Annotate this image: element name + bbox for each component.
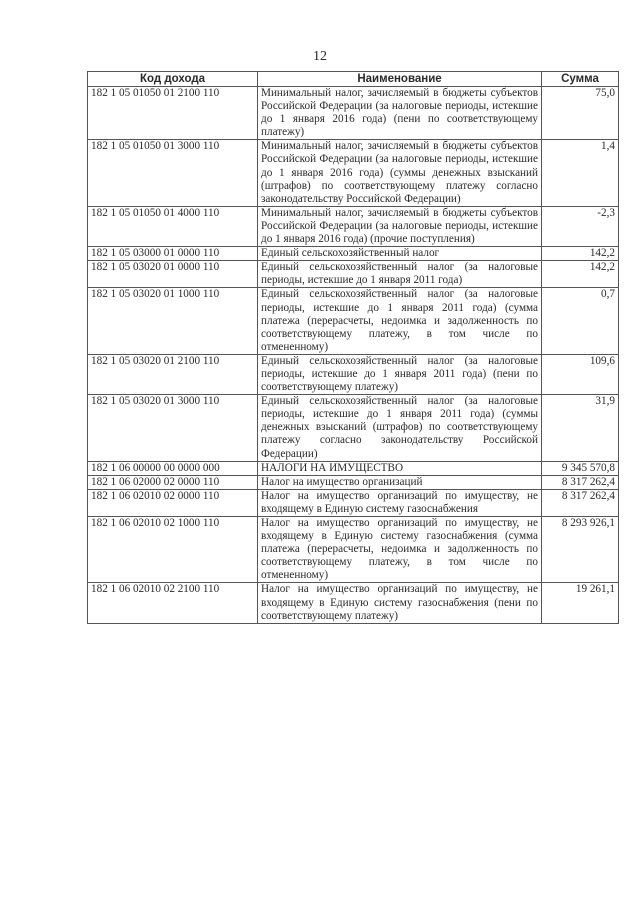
- table-row: [88, 87, 619, 140]
- revenue-sum: 9 345 570,8: [542, 461, 619, 475]
- revenue-name: Налог на имущество организаций по имуществу, не входящему в Единую систему газоснабжения: [258, 489, 542, 516]
- revenue-code: 182 1 06 02010 02 2100 110: [88, 583, 258, 623]
- revenue-code: 182 1 05 03000 01 0000 110: [88, 247, 258, 261]
- table-row: [88, 395, 619, 461]
- revenue-sum: 8 317 262,4: [542, 475, 619, 489]
- table-row: [88, 140, 619, 206]
- revenue-code: 182 1 06 02010 02 1000 110: [88, 517, 258, 583]
- revenue-sum: 142,2: [542, 247, 619, 261]
- table-row: [88, 288, 619, 354]
- table-row: [88, 461, 619, 475]
- revenue-name: Единый сельскохозяйственный налог (за налоговые периоды, истекшие до 1 января 2011 года): [258, 261, 542, 288]
- table-row: [88, 261, 619, 288]
- table-row: [88, 206, 619, 246]
- header-name: Наименование: [258, 72, 542, 87]
- table-row: [88, 247, 619, 261]
- revenue-sum: 0,7: [542, 288, 619, 354]
- revenue-code: 182 1 05 01050 01 2100 110: [88, 87, 258, 140]
- revenue-code: 182 1 05 03020 01 2100 110: [88, 354, 258, 394]
- table-row: [88, 475, 619, 489]
- revenue-name: Единый сельскохозяйственный налог (за налоговые периоды, истекшие до 1 января 2011 года) (пени по соответствующему платежу): [258, 354, 542, 394]
- revenue-code: 182 1 05 03020 01 3000 110: [88, 395, 258, 461]
- revenue-name: Единый сельскохозяйственный налог: [258, 247, 542, 261]
- revenue-name: Налог на имущество организаций по имуществу, не входящему в Единую систему газоснабжения (сумма платежа (перерасчеты, недоимка и задолженность по соответствующему платежу, в том числе по отмененному): [258, 517, 542, 583]
- revenue-code: 182 1 05 03020 01 1000 110: [88, 288, 258, 354]
- revenue-table: [87, 71, 619, 624]
- revenue-name: Налог на имущество организаций по имуществу, не входящему в Единую систему газоснабжения (пени по соответствующему платежу): [258, 583, 542, 623]
- revenue-name: Минимальный налог, зачисляемый в бюджеты субъектов Российской Федерации (за налоговые периоды, истекшие до 1 января 2016 года) (суммы денежных взысканий (штрафов) по соответствующему платежу согласно законодательству Российской Федерации): [258, 140, 542, 206]
- revenue-name: Минимальный налог, зачисляемый в бюджеты субъектов Российской Федерации (за налоговые периоды, истекшие до 1 января 2016 года) (пени по соответствующему платежу): [258, 87, 542, 140]
- revenue-code: 182 1 05 01050 01 4000 110: [88, 206, 258, 246]
- revenue-name: Налог на имущество организаций: [258, 475, 542, 489]
- revenue-sum: 75,0: [542, 87, 619, 140]
- revenue-name: Единый сельскохозяйственный налог (за налоговые периоды, истекшие до 1 января 2011 года) (сумма платежа (перерасчеты, недоимка и задолженность по соответствующему платежу, в том числе по отмененному): [258, 288, 542, 354]
- revenue-sum: 8 293 926,1: [542, 517, 619, 583]
- table-header-row: [88, 72, 619, 87]
- revenue-name: НАЛОГИ НА ИМУЩЕСТВО: [258, 461, 542, 475]
- header-sum: Сумма: [542, 72, 619, 87]
- revenue-sum: 31,9: [542, 395, 619, 461]
- revenue-sum: 8 317 262,4: [542, 489, 619, 516]
- page-number: 12: [313, 49, 327, 64]
- revenue-sum: 142,2: [542, 261, 619, 288]
- table-row: [88, 354, 619, 394]
- revenue-sum: -2,3: [542, 206, 619, 246]
- table-row: [88, 517, 619, 583]
- table-row: [88, 583, 619, 623]
- revenue-code: 182 1 06 02010 02 0000 110: [88, 489, 258, 516]
- revenue-code: 182 1 06 00000 00 0000 000: [88, 461, 258, 475]
- revenue-sum: 19 261,1: [542, 583, 619, 623]
- revenue-code: 182 1 06 02000 02 0000 110: [88, 475, 258, 489]
- revenue-code: 182 1 05 01050 01 3000 110: [88, 140, 258, 206]
- revenue-name: Минимальный налог, зачисляемый в бюджеты субъектов Российской Федерации (за налоговые периоды, истекшие до 1 января 2016 года) (прочие поступления): [258, 206, 542, 246]
- revenue-code: 182 1 05 03020 01 0000 110: [88, 261, 258, 288]
- revenue-name: Единый сельскохозяйственный налог (за налоговые периоды, истекшие до 1 января 2011 года) (суммы денежных взысканий (штрафов) по соответствующему платежу согласно законодательству Российской Федерации): [258, 395, 542, 461]
- table-row: [88, 489, 619, 516]
- header-code: Код дохода: [88, 72, 258, 87]
- revenue-sum: 1,4: [542, 140, 619, 206]
- revenue-sum: 109,6: [542, 354, 619, 394]
